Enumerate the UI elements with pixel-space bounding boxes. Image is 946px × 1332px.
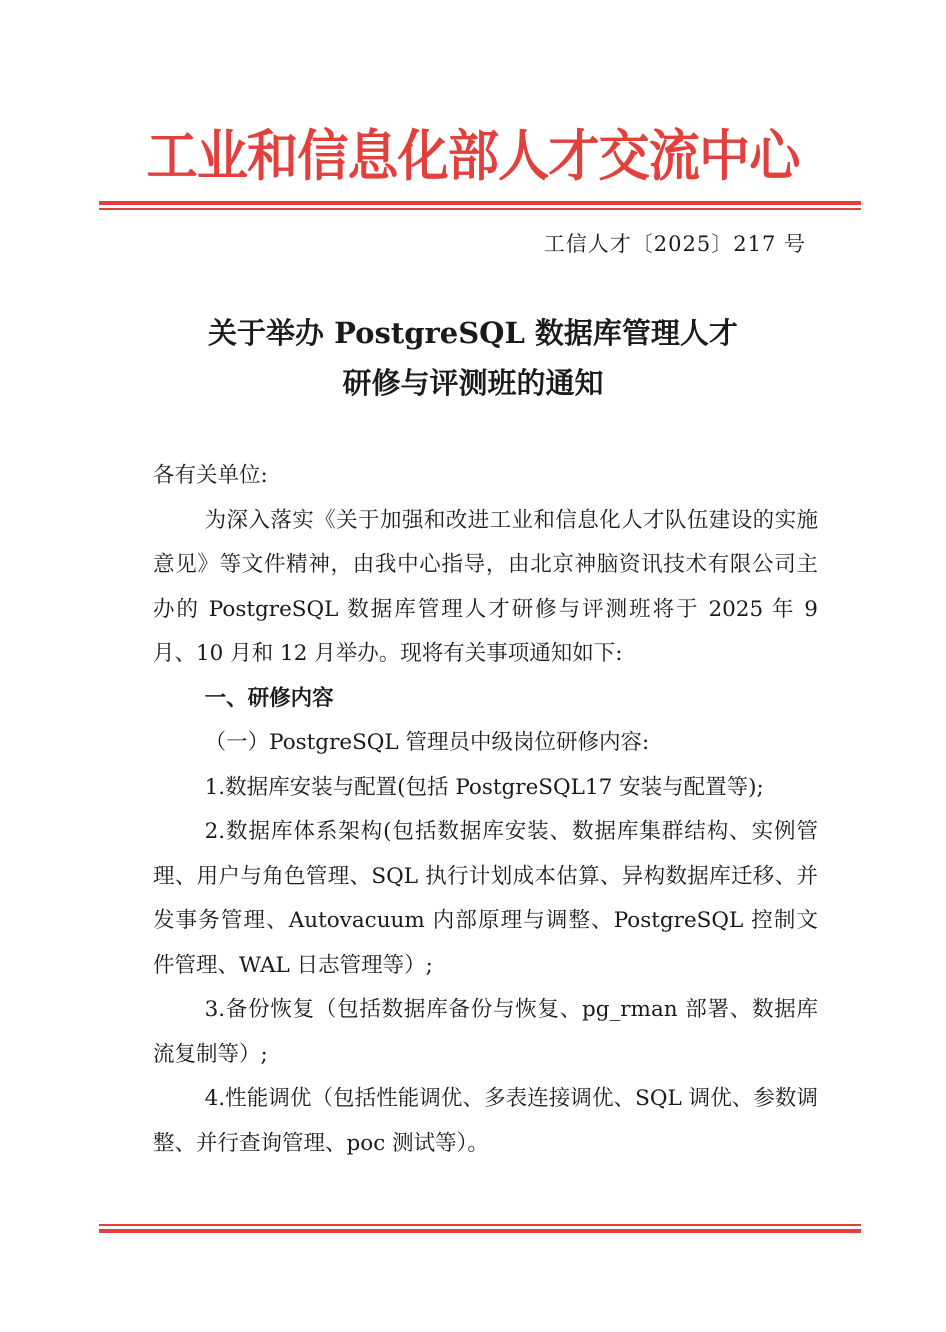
content-item-4: 4.性能调优（包括性能调优、多表连接调优、SQL 调优、参数调整、并行查询管理、poc 测试等）。 [153, 1086, 818, 1156]
footer-rule-thin-line [99, 1224, 861, 1226]
document-number: 工信人才〔2025〕217 号 [543, 232, 806, 256]
intro-paragraph: 为深入落实《关于加强和改进工业和信息化人才队伍建设的实施意见》等文件精神，由我中心指导，由北京神脑资讯技术有限公司主办的 PostgreSQL 数据库管理人才研修与评测班将于 2025 年 9 月、10 月和 12 月举办。现将有关事项通知如下: [153, 507, 818, 666]
red-rule-thick-line [99, 201, 861, 205]
content-item-3: 3.备份恢复（包括数据库备份与恢复、pg_rman 部署、数据库流复制等）; [153, 997, 818, 1067]
footer-rule-thick-line [99, 1229, 861, 1233]
footer-red-rule [99, 1224, 861, 1233]
content-item-1: 1.数据库安装与配置(包括 PostgreSQL17 安装与配置等); [204, 774, 764, 800]
section-1-heading: 一、研修内容 [204, 685, 334, 711]
section-1-subheading: （一）PostgreSQL 管理员中级岗位研修内容: [204, 730, 650, 755]
document-title-line-1: 关于举办 PostgreSQL 数据库管理人才 [208, 316, 738, 350]
letterhead-org-name: 工业和信息化部人才交流中心 [146, 123, 800, 188]
content-item-2: 2.数据库体系架构(包括数据库安装、数据库集群结构、实例管理、用户与角色管理、SQL 执行计划成本估算、异构数据库迁移、并发事务管理、Autovacuum 内部原理与调整、PostgreSQL 控制文件管理、WAL 日志管理等）; [153, 819, 818, 978]
red-rule-thin-line [99, 208, 861, 210]
document-body [153, 454, 818, 1166]
document-title [0, 308, 946, 408]
document-title-line-2: 研修与评测班的通知 [342, 366, 604, 400]
salutation: 各有关单位: [153, 463, 268, 488]
letterhead-red-rule [99, 201, 861, 210]
